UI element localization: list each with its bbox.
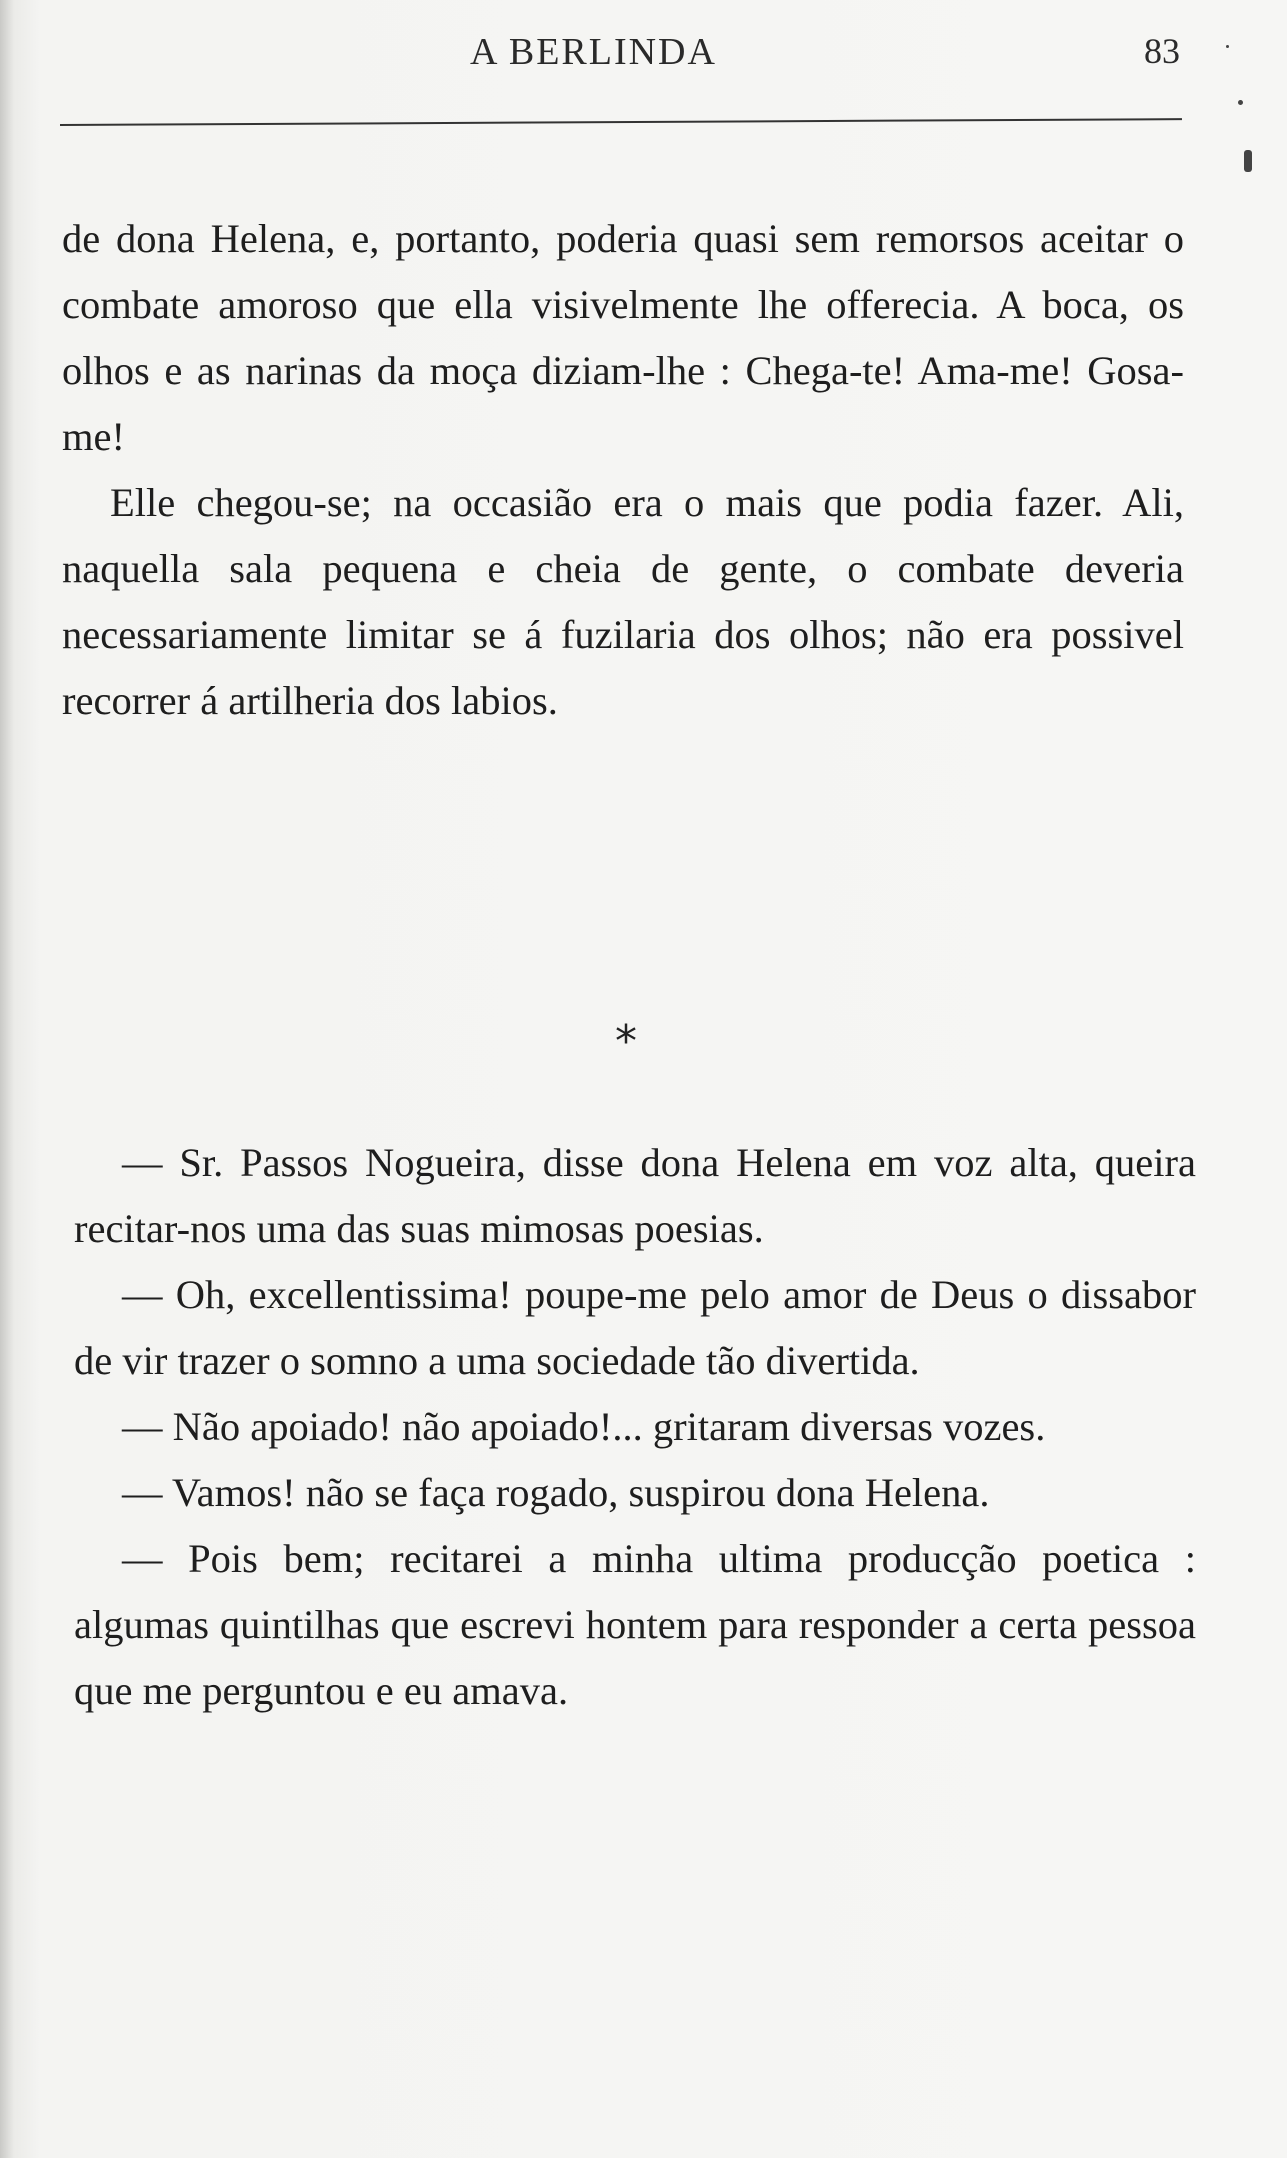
section-separator: * [615,1016,637,1067]
dialogue-paragraph: — Oh, excellentissima! poupe-me pelo amor de Deus o dissabor de vir trazer o somno a uma sociedade tão divertida. [74,1272,1196,1383]
dialogue-paragraph: — Pois bem; recitarei a minha ultima producção poetica : algumas quintilhas que escrevi hontem para responder a certa pessoa que me perguntou e eu amava. [74,1536,1196,1713]
text-block-bottom [74,1130,1196,1724]
dialogue-paragraph: — Sr. Passos Nogueira, disse dona Helena em voz alta, queira recitar-nos uma das suas mimosas poesias. [74,1140,1196,1251]
ink-speck [1226,45,1229,48]
running-title: A BERLINDA [470,31,717,73]
page-number: 83 [1144,31,1180,71]
ink-speck [1238,100,1243,105]
text-block-top [62,206,1184,734]
dialogue-paragraph: — Vamos! não se faça rogado, suspirou dona Helena. [122,1470,990,1515]
page-header [60,30,1180,80]
paragraph: Elle chegou-se; na occasião era o mais que podia fazer. Ali, naquella sala pequena e cheia de gente, o combate deveria necessariamente limitar se á fuzilaria dos olhos; não era possivel recorrer á artilheria dos labios. [62,480,1184,723]
dialogue-paragraph: — Não apoiado! não apoiado!... gritaram diversas vozes. [122,1404,1046,1449]
header-rule [60,118,1182,126]
paragraph: de dona Helena, e, portanto, poderia quasi sem remorsos aceitar o combate amoroso que ella visivelmente lhe offerecia. A boca, os olhos e as narinas da moça diziam-lhe : Chega-te! Ama-me! Gosa-me! [62,216,1184,459]
ink-speck [1244,150,1252,172]
